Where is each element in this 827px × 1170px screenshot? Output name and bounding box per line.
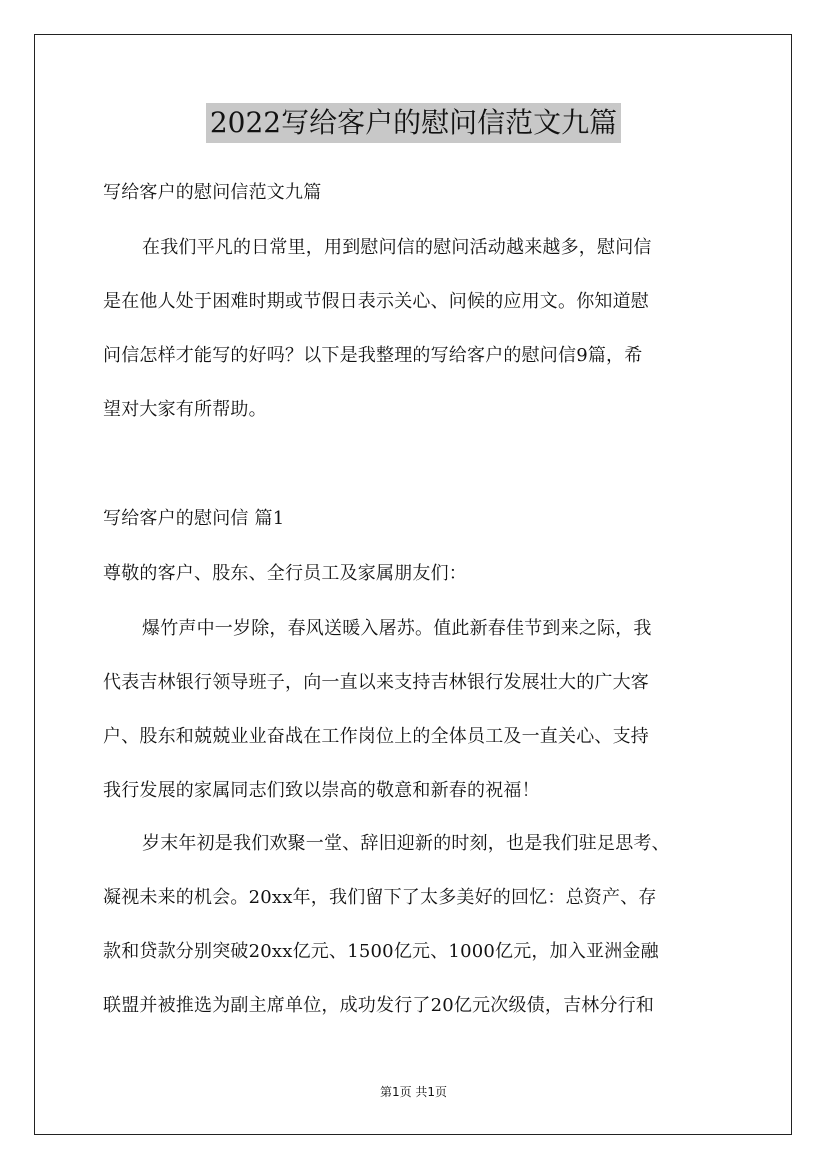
paragraph-line: 款和贷款分别突破20xx亿元、1500亿元、1000亿元，加入亚洲金融 [103, 941, 659, 962]
paragraph-line: 望对大家有所帮助。 [103, 399, 267, 420]
document-title-text: 2022写给客户的慰问信范文九篇 [206, 103, 621, 143]
section-heading: 写给客户的慰问信 篇1 [103, 508, 285, 529]
document-title [0, 102, 827, 143]
paragraph-line: 是在他人处于困难时期或节假日表示关心、问候的应用文。你知道慰 [103, 291, 649, 312]
page-number-footer: 第1页 共1页 [379, 1085, 448, 1099]
paragraph-line: 岁末年初是我们欢聚一堂、辞旧迎新的时刻，也是我们驻足思考、 [142, 833, 670, 854]
paragraph-line: 我行发展的家属同志们致以崇高的敬意和新春的祝福！ [103, 780, 540, 801]
paragraph-line: 问信怎样才能写的好吗？以下是我整理的写给客户的慰问信9篇，希 [103, 345, 643, 366]
paragraph-line: 户、股东和兢兢业业奋战在工作岗位上的全体员工及一直关心、支持 [103, 726, 649, 747]
paragraph-line: 联盟并被推选为副主席单位，成功发行了20亿元次级债，吉林分行和 [103, 995, 655, 1016]
paragraph-line: 凝视未来的机会。20xx年，我们留下了太多美好的回忆：总资产、存 [103, 887, 657, 908]
paragraph-line: 在我们平凡的日常里，用到慰问信的慰问活动越来越多，慰问信 [142, 237, 652, 258]
salutation-line: 尊敬的客户、股东、全行员工及家属朋友们： [103, 563, 467, 584]
subtitle-line: 写给客户的慰问信范文九篇 [103, 182, 322, 203]
paragraph-line: 代表吉林银行领导班子，向一直以来支持吉林银行发展壮大的广大客 [103, 672, 649, 693]
paragraph-line: 爆竹声中一岁除，春风送暖入屠苏。值此新春佳节到来之际，我 [142, 618, 652, 639]
